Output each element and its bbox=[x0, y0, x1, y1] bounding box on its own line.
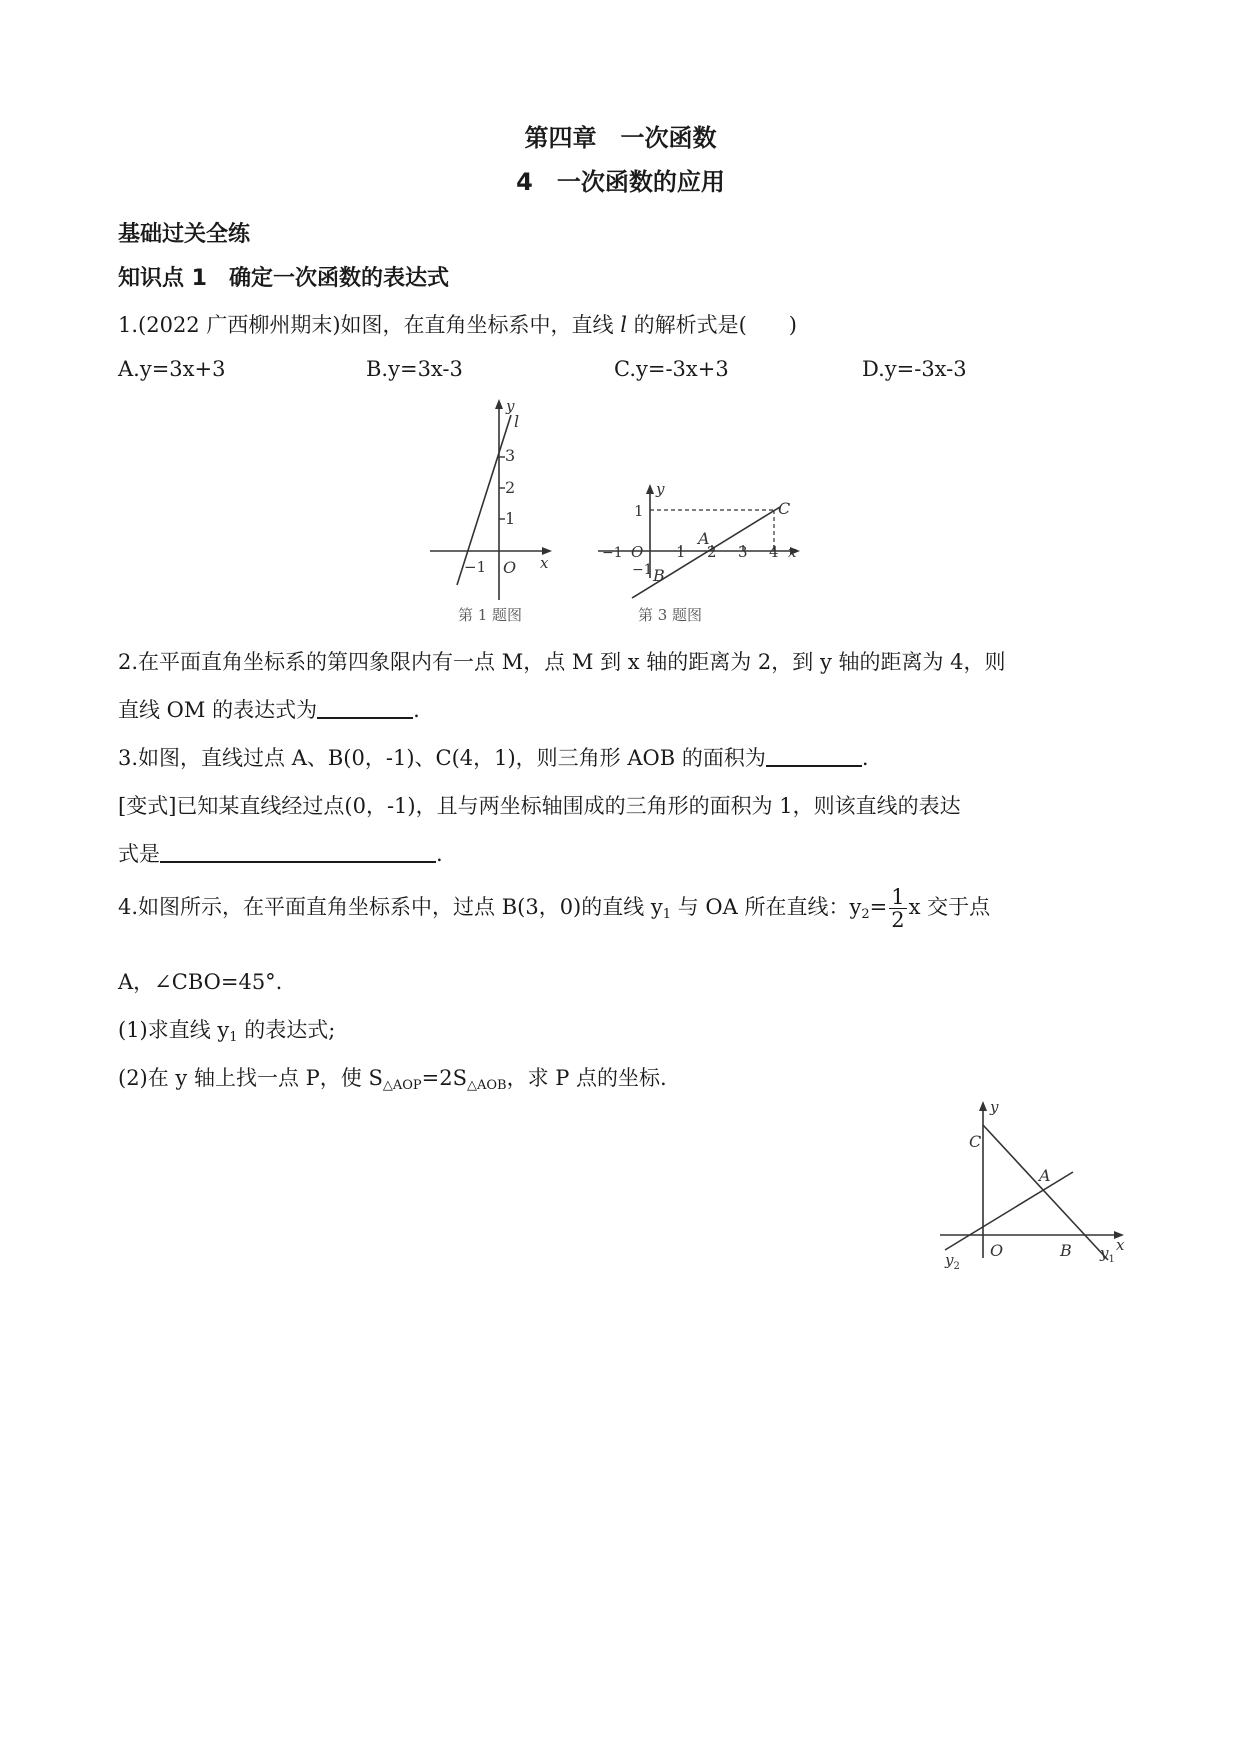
fig1-caption: 第 1 题图 bbox=[457, 606, 523, 624]
fig4-line-y2 bbox=[945, 1172, 1073, 1250]
answer-blank-q3[interactable] bbox=[766, 745, 862, 767]
fig3-m1-y-label: −1 bbox=[632, 562, 653, 578]
fig1-tick-label-m1: −1 bbox=[464, 558, 487, 576]
option-c: C.y=-3x+3 bbox=[614, 357, 729, 381]
fig3-tick-label-4: 4 bbox=[769, 543, 779, 561]
question-4-line1: 4.如图所示，在平面直角坐标系中，过点 B(3，0)的直线 $y_1$ 与 OA 所在直线：$y_2=$ $\frac{1}{2}$ x 交于点 bbox=[118, 885, 991, 932]
fig3-tick-label-2: 2 bbox=[707, 543, 717, 561]
question-1-var: l bbox=[620, 313, 627, 337]
fig4-x-label: x bbox=[1116, 1236, 1125, 1254]
fig3-c-label: C bbox=[778, 499, 791, 518]
fig4-origin-label: O bbox=[990, 1241, 1004, 1260]
question-2-line2: 直线 OM 的表达式为 . bbox=[118, 698, 420, 722]
fig3-x-label: x bbox=[788, 543, 797, 561]
fig3-tick-label-3: 3 bbox=[738, 543, 748, 561]
knowledge-point-heading: 知识点 1 确定一次函数的表达式 bbox=[118, 266, 449, 291]
question-3: 3.如图，直线过点 A、B(0，-1)、C(4，1)，则三角形 AOB 的面积为 . bbox=[118, 746, 869, 770]
figure-4 bbox=[940, 1095, 1140, 1270]
question-1-suffix: 的解析式是( ) bbox=[626, 313, 797, 337]
fig4-c-label: C bbox=[969, 1132, 982, 1151]
fig4-b-label: B bbox=[1060, 1241, 1072, 1260]
question-4-part-2: (2)在 y 轴上找一点 P，使 $S_{\triangle AOP}=2S_{\triangle AOB}$，求 P 点的坐标. bbox=[118, 1066, 667, 1093]
fig4-y2-label: $y_2$ bbox=[945, 1251, 960, 1270]
option-b: B.y=3x-3 bbox=[366, 357, 463, 381]
fig1-y-label: y bbox=[506, 397, 515, 415]
option-d: D.y=-3x-3 bbox=[862, 357, 967, 381]
question-1-prefix: 1.(2022 广西柳州期末)如图，在直角坐标系中，直线 bbox=[118, 313, 621, 337]
fig1-l-label: l bbox=[514, 412, 520, 431]
fig3-b-label: B bbox=[653, 566, 665, 585]
question-2-line1: 2.在平面直角坐标系的第四象限内有一点 M，点 M 到 x 轴的距离为 2，到 y 轴的距离为 4，则 bbox=[118, 650, 1006, 674]
fig3-origin-label: O bbox=[631, 543, 644, 561]
fig3-y-label: y bbox=[656, 480, 665, 498]
fig3-caption: 第 3 题图 bbox=[637, 606, 703, 624]
figure-1 bbox=[430, 395, 560, 630]
practice-heading: 基础过关全练 bbox=[118, 222, 251, 247]
fig4-y1-label: $y_1$ bbox=[1100, 1244, 1115, 1265]
fig1-tick-label-3: 3 bbox=[505, 446, 516, 465]
fig3-m1-x-label: −1 bbox=[602, 545, 623, 561]
fig3-tick-label-1: 1 bbox=[676, 543, 686, 561]
fig4-a-label: A bbox=[1039, 1166, 1051, 1185]
figure-3 bbox=[598, 480, 808, 630]
fig4-y-arrow bbox=[979, 1101, 987, 1111]
section-title: 4 一次函数的应用 bbox=[516, 168, 725, 196]
fig1-y-arrow bbox=[495, 399, 503, 409]
question-4-line2: A，∠CBO=45°. bbox=[118, 970, 283, 994]
fig3-one-y-label: 1 bbox=[634, 502, 644, 520]
variant-line1: [变式]已知某直线经过点(0，-1)，且与两坐标轴围成的三角形的面积为 1，则该直线的表达 bbox=[118, 794, 961, 818]
answer-blank-q2[interactable] bbox=[317, 697, 413, 719]
fig1-origin-label: O bbox=[503, 558, 517, 577]
question-4-part-1: (1)求直线 $y_1$ 的表达式; bbox=[118, 1018, 336, 1045]
fraction-one-half: $\frac{1}{2}$ bbox=[891, 885, 905, 932]
option-a: A.y=3x+3 bbox=[118, 357, 226, 381]
question-1 bbox=[118, 309, 797, 339]
answer-blank-variant[interactable] bbox=[160, 841, 436, 863]
variant-line2: 式是 . bbox=[118, 842, 443, 866]
chapter-title: 第四章 一次函数 bbox=[524, 124, 717, 152]
fig3-a-label: A bbox=[698, 529, 710, 548]
fig1-x-label: x bbox=[540, 554, 549, 572]
fig4-line-y1 bbox=[983, 1125, 1108, 1260]
fig4-y-label: y bbox=[990, 1098, 999, 1116]
fig1-tick-label-1: 1 bbox=[505, 509, 516, 528]
fig3-y-arrow bbox=[646, 484, 654, 494]
fig1-tick-label-2: 2 bbox=[505, 478, 516, 497]
